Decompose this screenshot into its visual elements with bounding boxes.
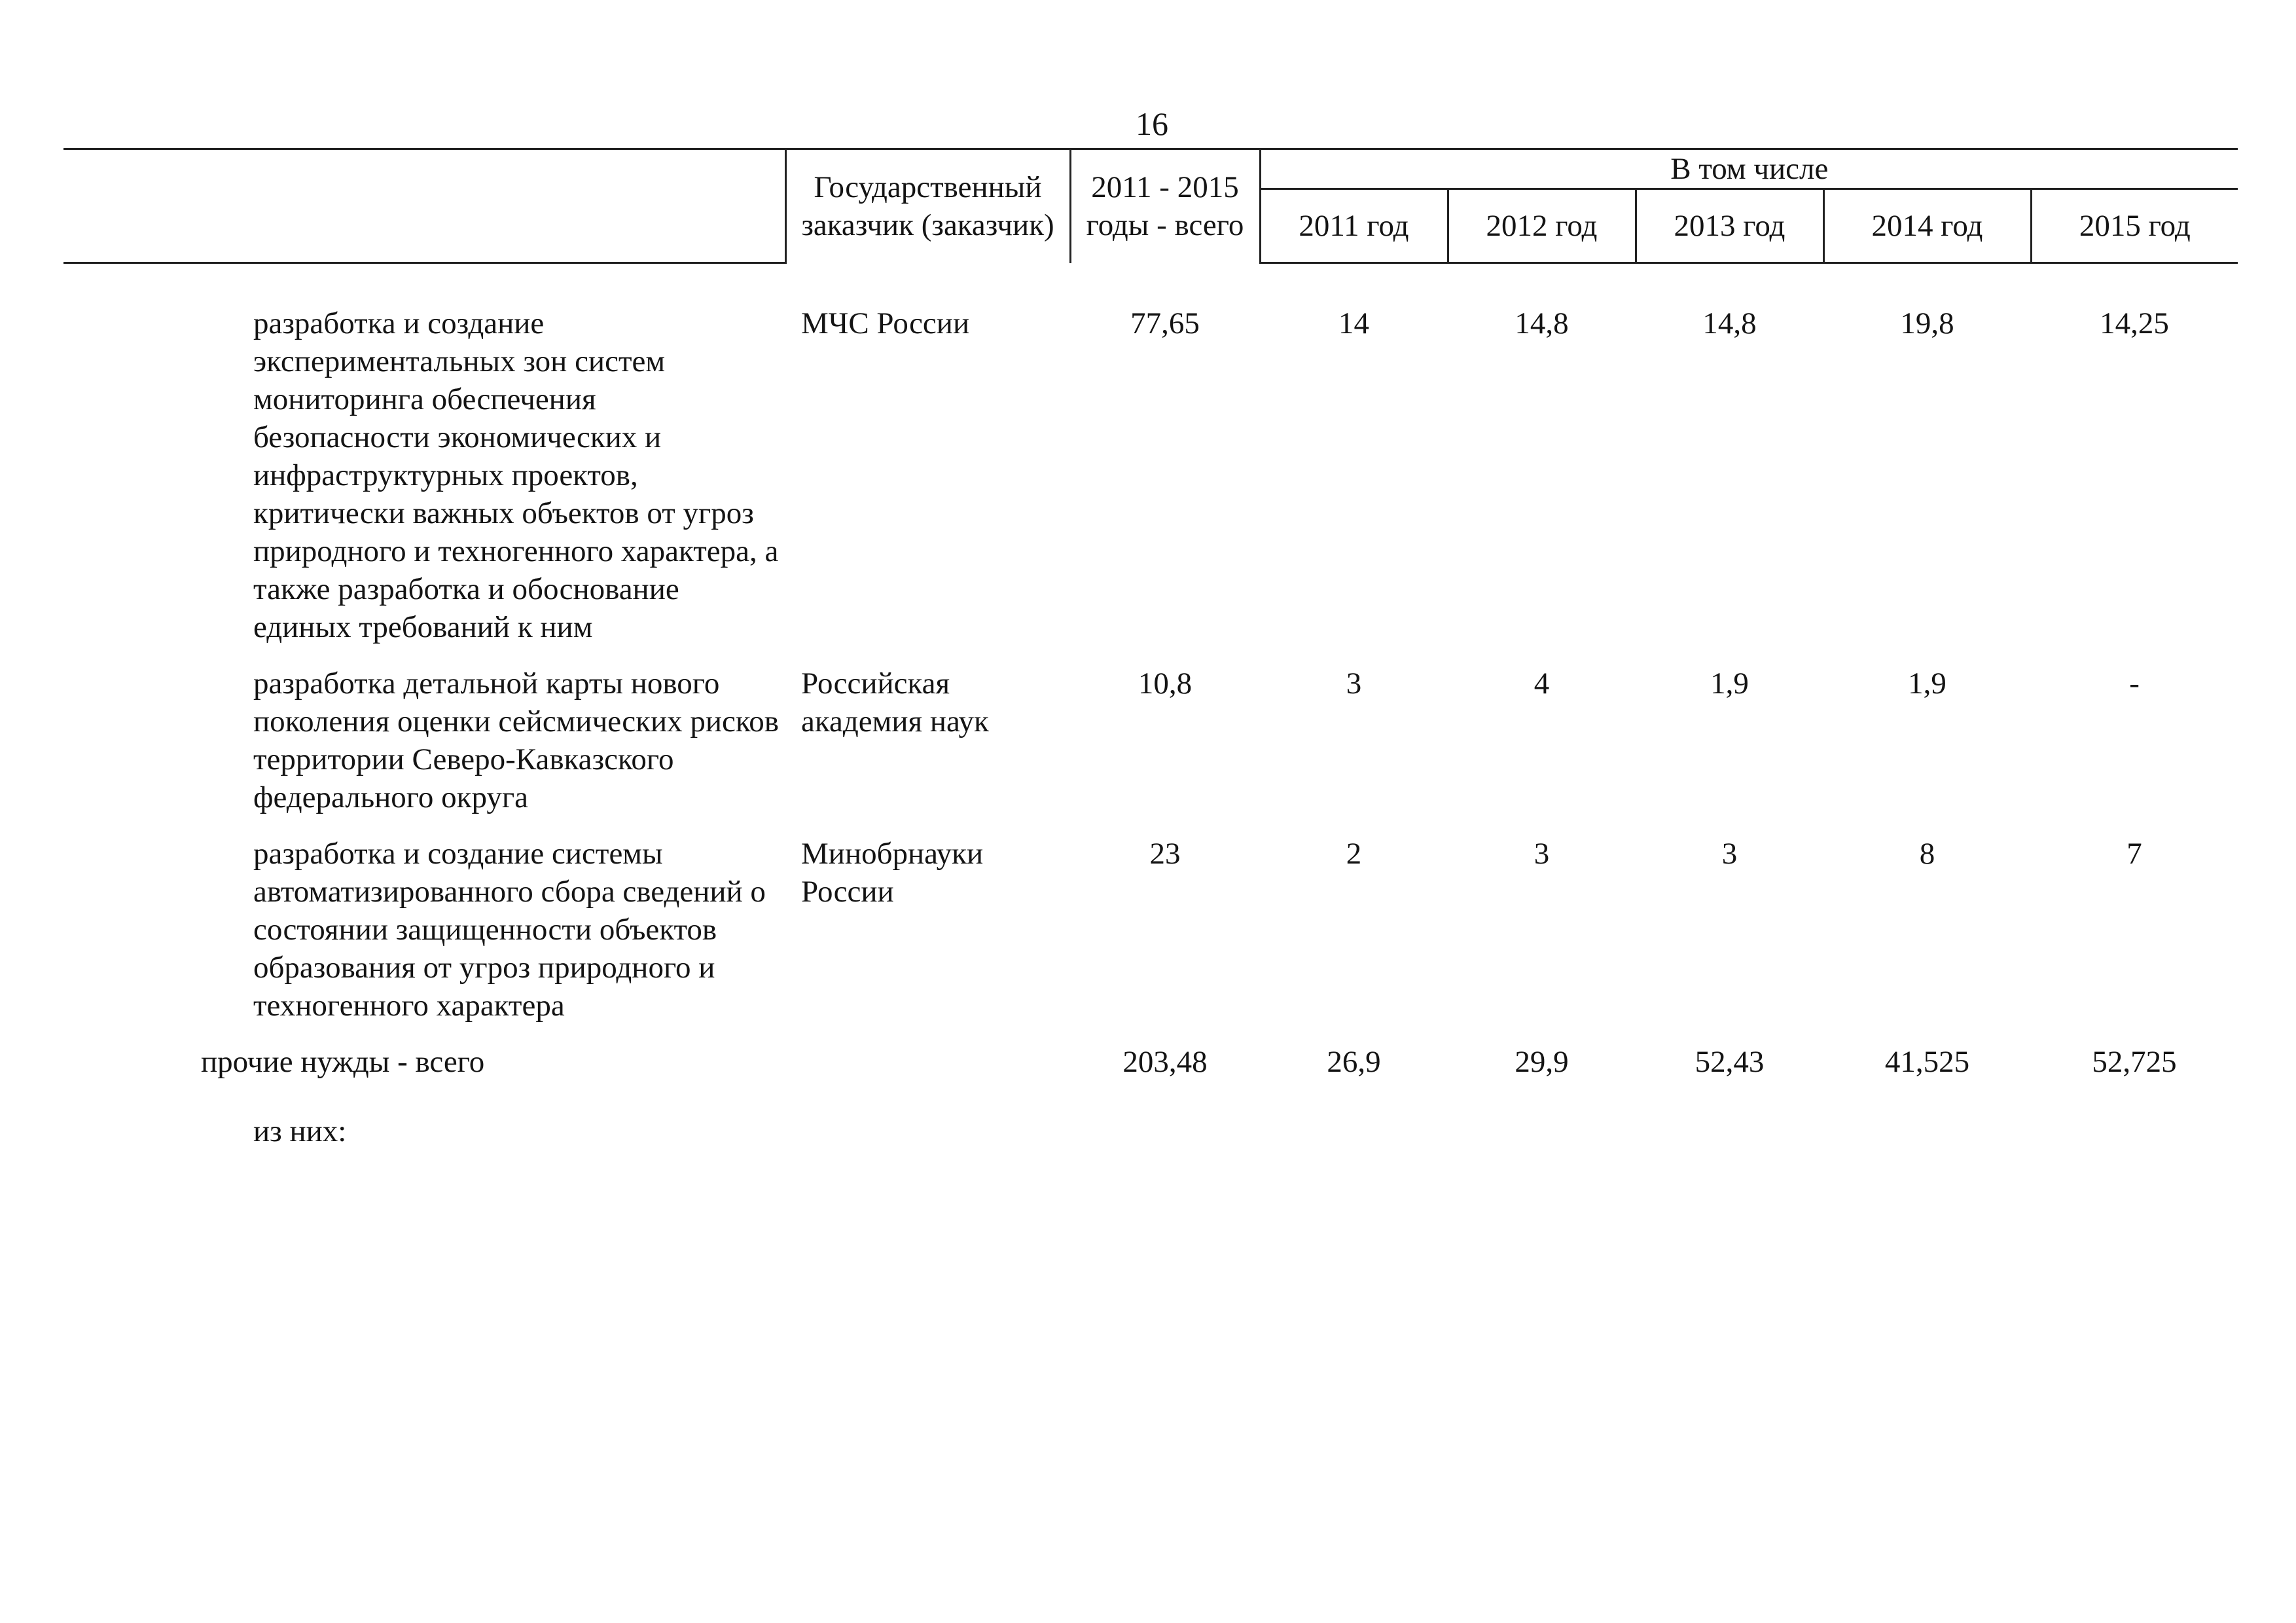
row-value-2013: 1,9 [1710,666,1749,701]
row-value-2015: 7 [2126,837,2142,871]
row-value-2011: 26,9 [1327,1045,1381,1079]
row-value-2012 [1448,1099,1636,1169]
row-value-2015 [2031,1099,2238,1169]
table-body [63,263,2238,1169]
table-row [63,665,2238,835]
row-value-2011: 14 [1338,306,1369,340]
header-including: В том числе [1260,149,2238,189]
header-year-2013: 2013 год [1636,189,1823,263]
row-value-2014: 1,9 [1908,666,1946,701]
header-total: 2011 - 2015 годы - всего [1070,149,1260,263]
row-value-2014 [1823,1099,2031,1169]
row-description: из них: [253,1114,347,1148]
row-total [1070,1099,1260,1169]
header-description-blank [63,149,785,263]
row-value-2015: - [2129,666,2140,701]
row-value-2011 [1260,1099,1448,1169]
funding-table-grid [63,148,2238,1169]
row-value-2012: 3 [1534,837,1550,871]
row-value-2013: 14,8 [1702,306,1757,340]
row-description: разработка и создание экспериментальных зон систем мониторинга обеспечения безопасности экономических и инфраструктурных проектов, критически важных объектов от угроз природного и техногенного характера, а также разработка и обоснование единых требований к ним [253,306,779,644]
row-value-2013: 3 [1721,837,1738,871]
header-year-2014: 2014 год [1823,189,2031,263]
row-value-2012: 14,8 [1515,306,1569,340]
row-total: 23 [1149,837,1181,871]
row-value-2015: 52,725 [2092,1045,2177,1079]
table-row [63,835,2238,1043]
row-value-2012: 29,9 [1515,1045,1569,1079]
row-customer [785,1043,1070,1099]
row-value-2013: 52,43 [1695,1045,1765,1079]
row-value-2011: 3 [1346,666,1362,701]
row-total: 10,8 [1138,666,1193,701]
table-header [63,149,2238,263]
row-value-2011: 2 [1346,837,1362,871]
row-customer [785,1099,1070,1169]
header-year-2015: 2015 год [2031,189,2238,263]
header-year-2012: 2012 год [1448,189,1636,263]
header-year-2011: 2011 год [1260,189,1448,263]
row-description: разработка и создание системы автоматизированного сбора сведений о состоянии защищенности объектов образования от угроз природного и техногенного характера [253,837,766,1023]
row-customer: Российская академия наук [801,666,989,739]
page-number: 16 [1136,105,1168,142]
row-value-2014: 19,8 [1900,306,1954,340]
row-customer: Минобрнауки России [801,837,984,909]
row-value-2012: 4 [1534,666,1550,701]
table-row [63,304,2238,665]
row-customer: МЧС России [801,306,970,340]
row-description: прочие нужды - всего [201,1045,485,1079]
row-total: 77,65 [1130,306,1200,340]
row-value-2014: 41,525 [1884,1045,1970,1079]
table-row [63,1099,2238,1169]
row-description: разработка детальной карты нового поколения оценки сейсмических рисков территории Северо-Кавказского федерального округа [253,666,779,814]
row-value-2015: 14,25 [2100,306,2169,340]
row-total: 203,48 [1122,1045,1208,1079]
table-row [63,1043,2238,1099]
header-customer: Государственный заказчик (заказчик) [785,149,1070,263]
row-value-2014: 8 [1919,837,1935,871]
funding-table [63,148,2238,1169]
row-value-2013 [1636,1099,1823,1169]
